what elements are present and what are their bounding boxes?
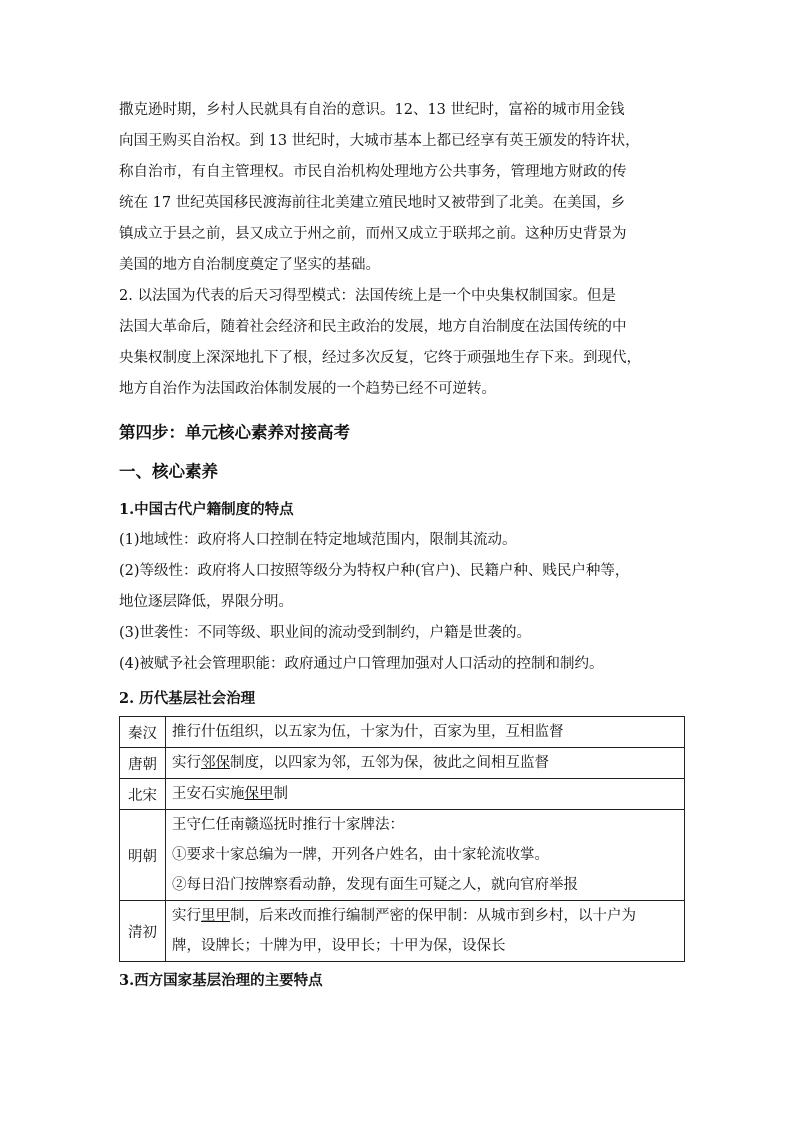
list-item: (2)等级性：政府将人口按照等级分为特权户种(官户)、民籍户种、贱民户种等， (119, 563, 630, 579)
table-row (120, 901, 685, 962)
underlined-term: 保甲 (244, 786, 274, 802)
text-line: 美国的地方自治制度奠定了坚实的基础。 (119, 257, 380, 273)
table-row (120, 748, 685, 779)
content-text: 牌，设牌长；十牌为甲，设甲长；十甲为保，设保长 (172, 938, 506, 954)
content-cell (166, 810, 685, 901)
subsection-heading: 2. 历代基层社会治理 (119, 690, 256, 707)
content-text: ①要求十家总编为一牌，开列各户姓名，由十家轮流收掌。 (172, 847, 549, 863)
text-line: 统在 17 世纪英国移民渡海前往北美建立殖民地时又被带到了北美。在美国，乡 (119, 195, 626, 211)
list-item-continuation: 地位逐层降低，界限分明。 (119, 594, 293, 610)
text-line: 撒克逊时期，乡村人民就具有自治的意识。12、13 世纪时，富裕的城市用金钱 (119, 102, 625, 118)
section-heading: 一、核心素养 (119, 462, 218, 481)
table-row (120, 779, 685, 810)
subsection-heading: 3.西方国家基层治理的主要特点 (119, 972, 323, 989)
document-page (119, 95, 685, 996)
list-item: (1)地域性：政府将人口控制在特定地域范围内，限制其流动。 (119, 532, 517, 548)
content-text: 实行里甲制，后来改而推行编制严密的保甲制：从城市到乡村，以十户为 (172, 908, 636, 924)
era-cell: 明朝 (120, 810, 166, 901)
content-text: 王守仁任南赣巡抚时推行十家牌法： (172, 817, 404, 833)
era-cell: 北宋 (120, 779, 166, 810)
list-item: (3)世袭性：不同等级、职业间的流动受到制约，户籍是世袭的。 (119, 625, 532, 641)
governance-table (119, 716, 685, 962)
table-row (120, 717, 685, 748)
content-cell (166, 748, 685, 779)
text-line: 向国王购买自治权。到 13 世纪时，大城市基本上都已经享有英王颁发的特许状， (119, 133, 640, 149)
step-heading: 第四步：单元核心素养对接高考 (119, 423, 350, 442)
france-paragraph (119, 281, 685, 405)
era-cell: 秦汉 (120, 717, 166, 748)
text-line: 地方自治作为法国政治体制发展的一个趋势已经不可逆转。 (119, 381, 496, 397)
underlined-term: 里甲 (201, 908, 230, 924)
content-cell (166, 717, 685, 748)
underlined-term: 邻保 (201, 755, 230, 771)
intro-paragraph (119, 95, 685, 281)
content-cell (166, 901, 685, 962)
text-line: 法国大革命后，随着社会经济和民主政治的发展，地方自治制度在法国传统的中 (119, 319, 627, 335)
text-line: 称自治市，有自主管理权。市民自治机构处理地方公共事务，管理地方财政的传 (119, 164, 627, 180)
text-line: 2. 以法国为代表的后天习得型模式：法国传统上是一个中央集权制国家。但是 (119, 288, 616, 304)
text-line: 央集权制度上深深地扎下了根，经过多次反复，它终于顽强地生存下来。到现代， (119, 350, 641, 366)
list-item: (4)被赋予社会管理职能：政府通过户口管理加强对人口活动的控制和制约。 (119, 656, 604, 672)
content-text: 王安石实施保甲制 (172, 786, 288, 802)
hukou-list (119, 525, 685, 680)
text-line: 镇成立于县之前，县又成立于州之前，而州又成立于联邦之前。这种历史背景为 (119, 226, 627, 242)
era-cell: 唐朝 (120, 748, 166, 779)
content-cell (166, 779, 685, 810)
content-text: 实行邻保制度，以四家为邻，五邻为保，彼此之间相互监督 (172, 755, 549, 771)
content-text: ②每日沿门按牌察看动静，发现有面生可疑之人，就向官府举报 (172, 877, 578, 893)
subsection-heading: 1.中国古代户籍制度的特点 (119, 501, 294, 518)
table-row (120, 810, 685, 901)
content-text: 推行什伍组织，以五家为伍，十家为什，百家为里，互相监督 (172, 724, 564, 740)
era-cell: 清初 (120, 901, 166, 962)
